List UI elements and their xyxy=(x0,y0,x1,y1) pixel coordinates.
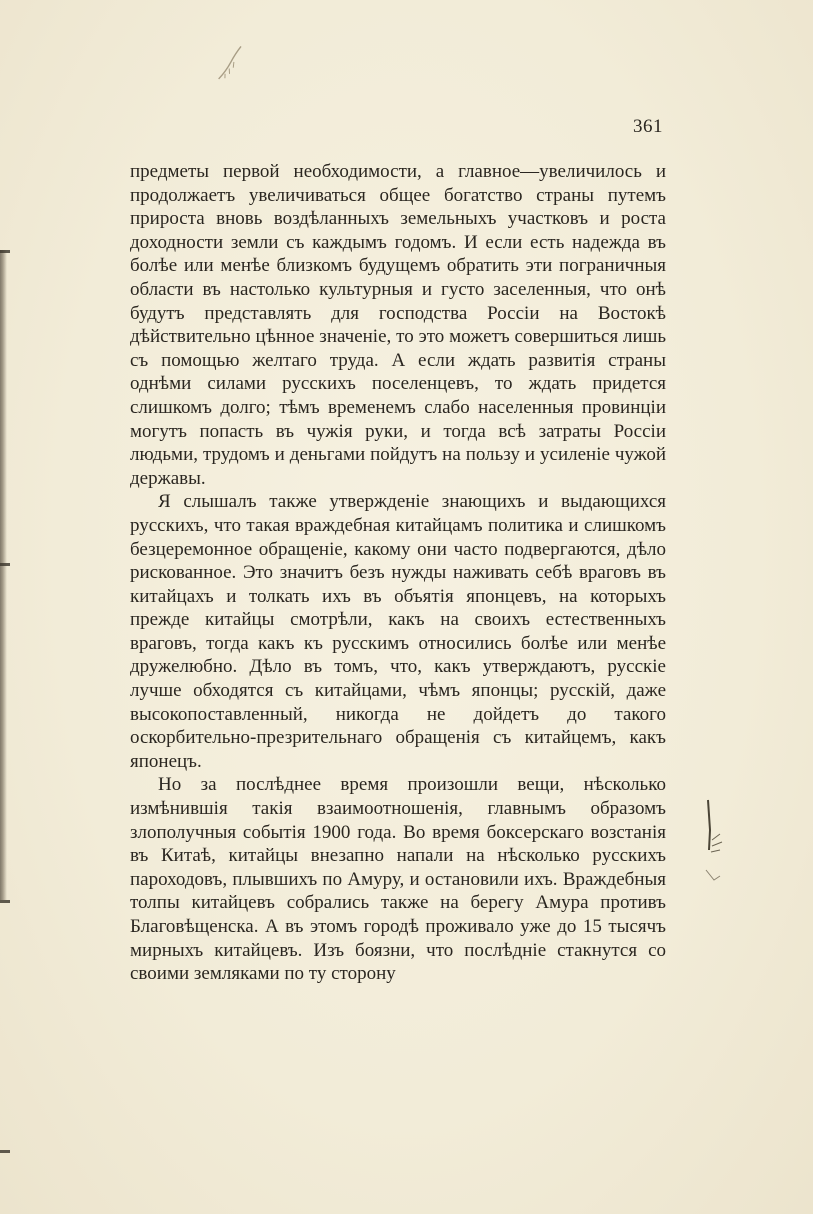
margin-pencil-mark xyxy=(700,790,730,890)
body-text xyxy=(130,160,666,986)
binding-mark xyxy=(0,250,10,253)
paragraph-2: Я слышалъ также утвержденіе знающихъ и выдающихся русскихъ, что такая враждебная китайцамъ политика и слишкомъ безцеремонное обращеніе, какому они часто подвергаются, дѣло рискованное. Это значитъ безъ нужды наживать себѣ враговъ въ китайцахъ и толкать ихъ въ объятія японцевъ, на которыхъ прежде китайцы смотрѣли, какъ на своихъ естественныхъ враговъ, тогда какъ къ русскимъ относились болѣе или менѣе дружелюбно. Дѣло въ томъ, что, какъ утверждаютъ, русскіе лучше обходятся съ китайцами, чѣмъ японцы; русскій, даже высокопоставленный, никогда не дойдетъ до такого оскорбительно-презрительнаго обращенія съ китайцемъ, какъ японецъ. xyxy=(130,491,666,772)
binding-edge-shadow xyxy=(0,250,7,900)
paragraph-1: предметы первой необходимости, а главное—увеличилось и продолжаетъ увеличиваться общее богатство страны путемъ прироста вновь воздѣланныхъ земельныхъ участковъ и роста доходности земли съ каждымъ годомъ. И если есть надежда въ болѣе или менѣе близкомъ будущемъ обратить эти пограничныя области въ настолько культурныя и густо заселенныя, что онѣ будутъ представлять для господства Россіи на Востокѣ дѣйствительно цѣнное значеніе, то это можетъ совершиться лишь съ помощью желтаго труда. А если ждать развитія страны однѣми силами русскихъ поселенцевъ, то ждать придется слишкомъ долго; тѣмъ временемъ слабо населенныя провинціи могутъ попасть въ чужія руки, и тогда всѣ затраты Россіи людьми, трудомъ и деньгами пойдутъ на пользу и усиленіе чужой державы. xyxy=(130,161,666,489)
ink-smudge-mark xyxy=(208,43,257,87)
paragraph-3: Но за послѣднее время произошли вещи, нѣсколько измѣнившія такія взаимоотношенія, главнымъ образомъ злополучныя событія 1900 года. Во время боксерскаго возстанія въ Китаѣ, китайцы внезапно напали на нѣсколько русскихъ пароходовъ, плывшихъ по Амуру, и остановили ихъ. Враждебныя толпы китайцевъ собрались также на берегу Амура противъ Благовѣщенска. А въ этомъ городѣ проживало уже до 15 тысячъ мирныхъ китайцевъ. Изъ боязни, что послѣдніе стакнутся со своими земляками по ту сторону xyxy=(130,774,666,985)
binding-mark xyxy=(0,563,10,566)
page-number: 361 xyxy=(633,116,663,137)
binding-mark xyxy=(0,1150,10,1153)
binding-mark xyxy=(0,900,10,903)
